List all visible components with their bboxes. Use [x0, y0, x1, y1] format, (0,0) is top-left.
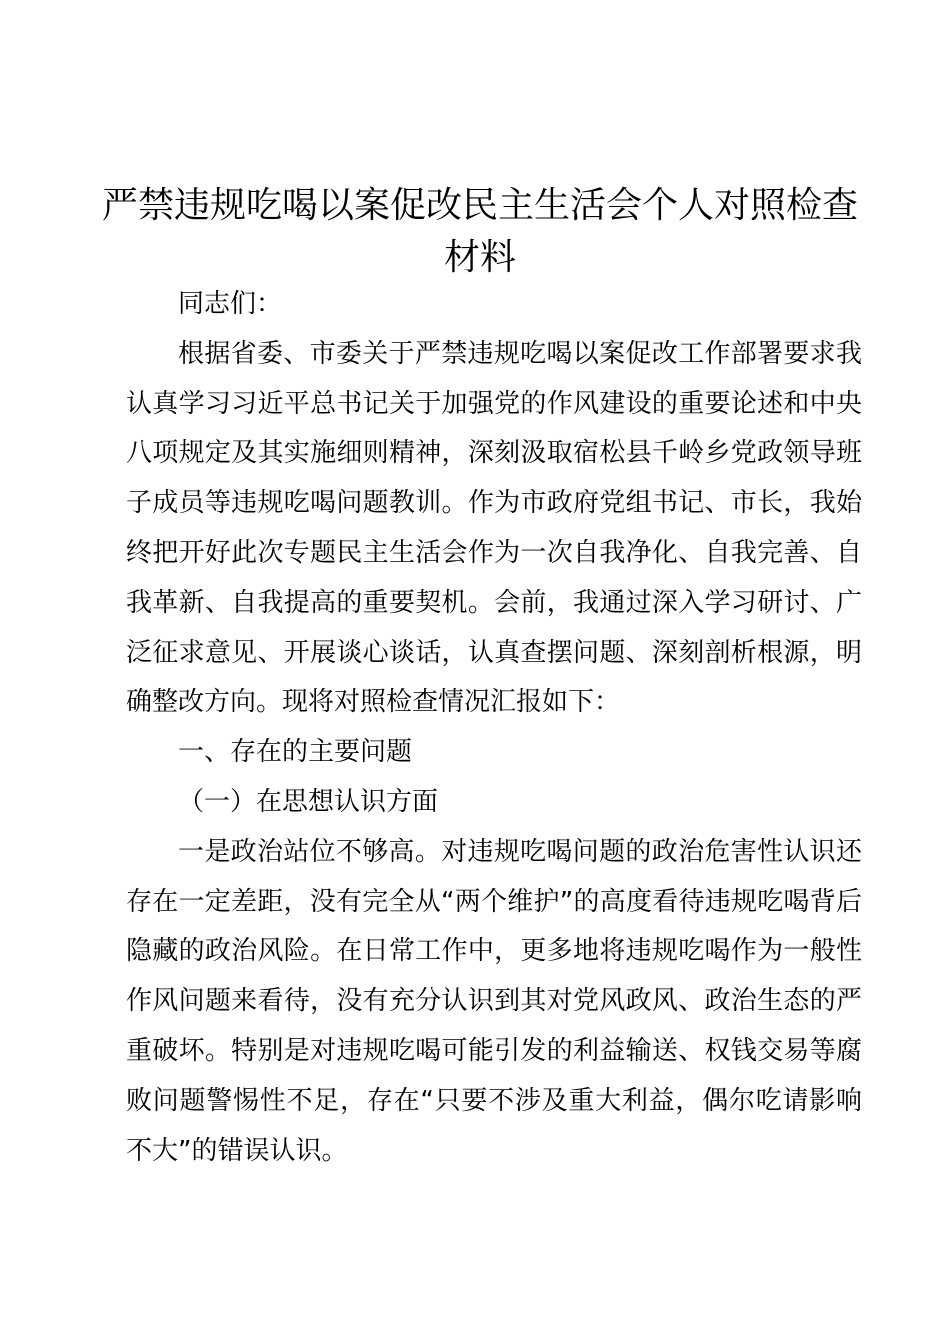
- subsection-heading: （一）在思想认识方面: [178, 786, 439, 817]
- salutation: 同志们：: [178, 289, 283, 319]
- section-heading: 一、存在的主要问题: [178, 737, 413, 768]
- intro-paragraph: 根据省委、市委关于严禁违规吃喝以案促改工作部署要求我认真学习习近平总书记关于加强党的作风建设的重要论述和中央八项规定及其实施细则精神，深刻汲取宿松县千岭乡党政领导班子成员等违规吃喝问题教训。作为市政府党组书记、市长，我始终把开好此次专题民主生活会作为一次自我净化、自我完善、自我革新、自我提高的重要契机。会前，我通过深入学习研讨、广泛征求意见、开展谈心谈话，认真查摆问题、深刻剖析根源，明确整改方向。现将对照检查情况汇报如下：: [126, 338, 862, 718]
- document-title: 严禁违规吃喝以案促改民主生活会个人对照检查材料: [101, 185, 858, 278]
- document-body: [126, 280, 862, 1176]
- body-paragraph: 一是政治站位不够高。对违规吃喝问题的政治危害性认识还存在一定差距，没有完全从“两个维护”的高度看待违规吃喝背后隐藏的政治风险。在日常工作中，更多地将违规吃喝作为一般性作风问题来看待，没有充分认识到其对党风政风、政治生态的严重破坏。特别是对违规吃喝可能引发的利益输送、权钱交易等腐败问题警惕性不足，存在“只要不涉及重大利益，偶尔吃请影响不大”的错误认识。: [126, 836, 862, 1166]
